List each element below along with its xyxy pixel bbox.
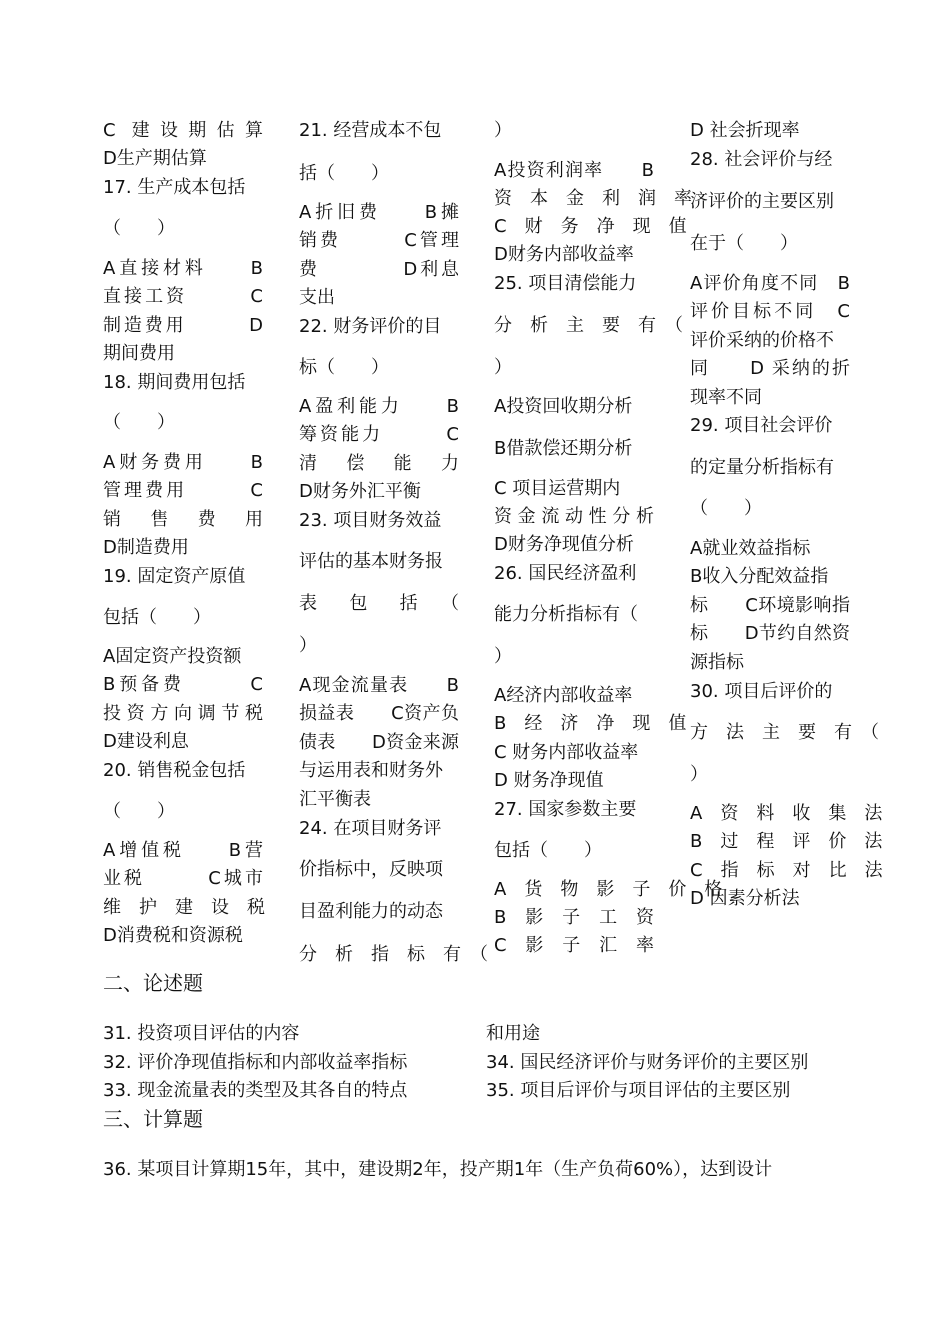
question-line: ） [690, 764, 708, 785]
question-line: 支出 [299, 287, 335, 308]
question-line: 费 D利息 [299, 259, 459, 280]
question-line: A增值税 B营 [103, 840, 263, 861]
question-line: D 财务净现值 [494, 770, 604, 791]
essay-question-35: 35. 项目后评价与项目评估的主要区别 [486, 1080, 791, 1101]
question-line: A直接材料 B [103, 258, 263, 279]
question-line: 现率不同 [690, 387, 762, 408]
question-line: B 过 程 评 价 法 [690, 831, 883, 852]
question-line: （ ） [690, 498, 762, 519]
essay-question-34: 34. 国民经济评价与财务评价的主要区别 [486, 1052, 809, 1073]
question-line: 价指标中，反映项 [299, 859, 443, 880]
question-line: 目盈利能力的动态 [299, 901, 443, 922]
question-line: D财务内部收益率 [494, 244, 634, 265]
question-line: C 财务内部收益率 [494, 742, 639, 763]
question-line: 在于（ ） [690, 233, 798, 254]
question-line: 表 包 括 （ [299, 593, 459, 614]
question-line: ） [299, 635, 317, 656]
question-line: 筹资能力 C [299, 424, 459, 445]
question-line: C 指 标 对 比 法 [690, 860, 883, 881]
question-line: 资金流动性分析 [494, 506, 654, 527]
question-line: 评价采纳的价格不 [690, 330, 834, 351]
question-line: 评估的基本财务报 [299, 551, 443, 572]
question-line: 21. 经营成本不包 [299, 120, 442, 141]
question-line: A评价角度不同 B [690, 273, 850, 294]
question-line: B收入分配效益指 [690, 566, 829, 587]
question-line: 债表 D资金来源 [299, 732, 459, 753]
question-line: （ ） [103, 801, 175, 822]
question-line: B预备费 C [103, 674, 263, 695]
question-line: 22. 财务评价的目 [299, 316, 442, 337]
question-line: ） [494, 646, 512, 667]
question-line: A现金流量表 B [299, 675, 459, 696]
question-line: 直接工资 C [103, 286, 263, 307]
question-line: A投资利润率 B [494, 160, 654, 181]
question-line: 28. 社会评价与经 [690, 149, 833, 170]
question-line: ） [494, 357, 512, 378]
question-line: 源指标 [690, 652, 744, 673]
question-line: 18. 期间费用包括 [103, 372, 246, 393]
question-line: 25. 项目清偿能力 [494, 273, 637, 294]
question-line: 17. 生产成本包括 [103, 177, 246, 198]
question-line: A财务费用 B [103, 452, 263, 473]
question-line: 销费 C管理 [299, 230, 459, 251]
question-line: D生产期估算 [103, 148, 207, 169]
question-line: C 影 子 汇 率 [494, 935, 654, 956]
question-line: 23. 项目财务效益 [299, 510, 442, 531]
question-line: 包括（ ） [103, 607, 211, 628]
question-line: C 财 务 净 现 值 [494, 216, 687, 237]
question-line: （ ） [103, 412, 175, 433]
question-line: 分 析 主 要 有 （ [494, 315, 683, 336]
question-line: D 社会折现率 [690, 120, 800, 141]
question-line: 汇平衡表 [299, 789, 371, 810]
question-line: 制造费用 D [103, 315, 263, 336]
question-line: B 影 子 工 资 [494, 907, 654, 928]
question-line: 同 D 采纳的折 [690, 358, 850, 379]
question-line: D建设利息 [103, 731, 189, 752]
question-line: A投资回收期分析 [494, 396, 633, 417]
question-line: B借款偿还期分析 [494, 438, 633, 459]
question-line: 与运用表和财务外 [299, 760, 443, 781]
question-line: B 经 济 净 现 值 [494, 713, 687, 734]
question-line: 27. 国家参数主要 [494, 799, 637, 820]
question-line: 标（ ） [299, 357, 389, 378]
question-line: 清 偿 能 力 [299, 453, 459, 474]
question-line: 维 护 建 设 税 [103, 897, 265, 918]
question-line: 30. 项目后评价的 [690, 681, 833, 702]
question-line: 销 售 费 用 [103, 509, 263, 530]
question-line: 分 析 指 标 有 （ [299, 944, 488, 965]
question-line: 能力分析指标有（ [494, 604, 638, 625]
question-line: D财务净现值分析 [494, 534, 634, 555]
essay-question-32: 32. 评价净现值指标和内部收益率指标 [103, 1052, 408, 1073]
question-line: 济评价的主要区别 [690, 191, 834, 212]
question-line: 评价目标不同 C [690, 301, 850, 322]
question-line: A 货 物 影 子 价 格 [494, 879, 723, 900]
question-line: A固定资产投资额 [103, 646, 242, 667]
question-line: 括（ ） [299, 163, 389, 184]
question-line: D财务外汇平衡 [299, 481, 421, 502]
question-line: 的定量分析指标有 [690, 457, 834, 478]
question-line: A 资 料 收 集 法 [690, 803, 883, 824]
calculation-question-36: 36. 某项目计算期15年，其中，建设期2年，投产期1年（生产负荷60%），达到设计 [103, 1159, 773, 1180]
question-line: 损益表 C资产负 [299, 703, 459, 724]
question-line: 标 D节约自然资 [690, 623, 850, 644]
question-line: 期间费用 [103, 343, 175, 364]
question-line: A就业效益指标 [690, 538, 811, 559]
question-line: 24. 在项目财务评 [299, 818, 442, 839]
question-line: C 项目运营期内 [494, 478, 621, 499]
question-line: D 因素分析法 [690, 888, 800, 909]
question-line: 26. 国民经济盈利 [494, 563, 637, 584]
question-line: 29. 项目社会评价 [690, 415, 833, 436]
question-line: A折旧费 B摊 [299, 202, 459, 223]
question-line: 19. 固定资产原值 [103, 566, 246, 587]
essay-question-33-continued: 和用途 [486, 1023, 540, 1044]
question-line: （ ） [103, 218, 175, 239]
question-line: 方 法 主 要 有 （ [690, 722, 879, 743]
question-line: D制造费用 [103, 537, 189, 558]
question-line: 业税 C城市 [103, 868, 263, 889]
question-line: C 建设期估算 [103, 120, 263, 141]
question-line: 20. 销售税金包括 [103, 760, 246, 781]
question-line: 包括（ ） [494, 840, 602, 861]
section-heading-calculation: 三、计算题 [103, 1107, 203, 1131]
question-line: 投资方向调节税 [103, 703, 263, 724]
essay-question-33: 33. 现金流量表的类型及其各自的特点 [103, 1080, 408, 1101]
question-line: 标 C环境影响指 [690, 595, 850, 616]
question-line: ） [494, 120, 512, 141]
section-heading-essay: 二、论述题 [103, 971, 203, 995]
question-line: 资 本 金 利 润 率 [494, 188, 692, 209]
essay-question-31: 31. 投资项目评估的内容 [103, 1023, 300, 1044]
question-line: 管理费用 C [103, 480, 263, 501]
question-line: A经济内部收益率 [494, 685, 633, 706]
question-line: D消费税和资源税 [103, 925, 243, 946]
question-line: A盈利能力 B [299, 396, 459, 417]
